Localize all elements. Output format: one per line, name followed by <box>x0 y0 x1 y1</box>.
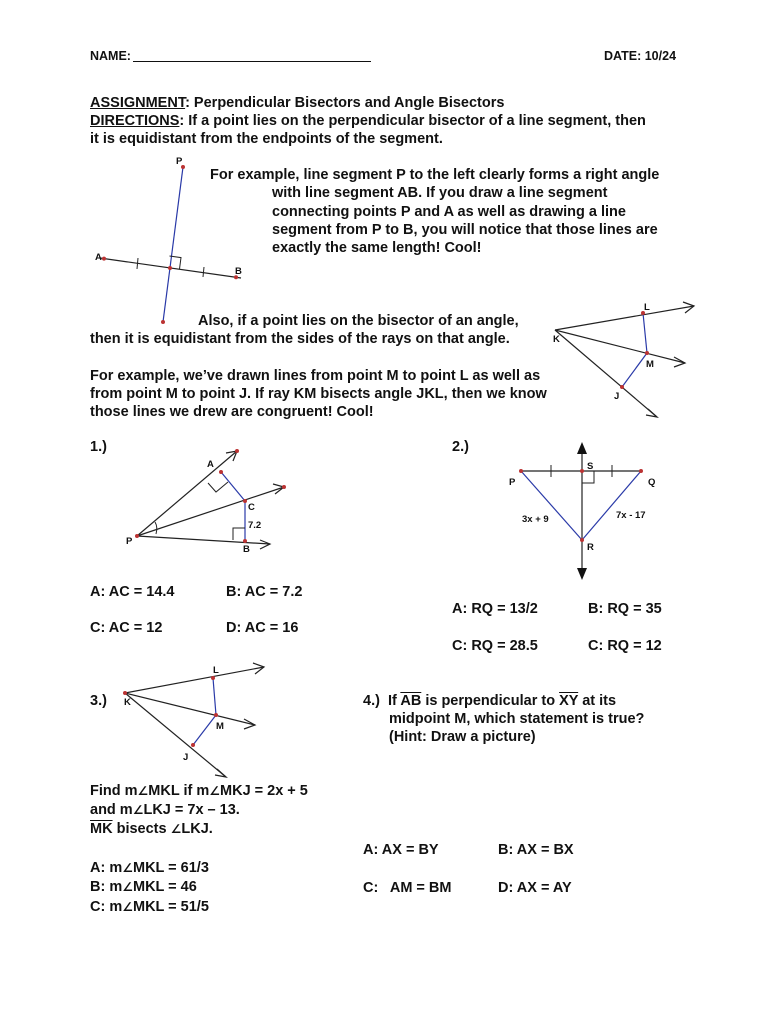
q1-choice-c[interactable]: C: AC = 12 <box>90 620 163 636</box>
q3-point-l: L <box>213 665 219 676</box>
q3-choice-a-pre: A: m <box>90 860 123 876</box>
directions-text-1: : If a point lies on the perpendicular bisector of a line segment, then <box>179 113 646 129</box>
q3-choice-b-post: MKL = 46 <box>133 879 197 895</box>
q3-choice-a[interactable] <box>90 859 209 877</box>
example2-line-2: then it is equidistant from the sides of the rays on that angle. <box>90 331 510 347</box>
q4-number: 4.) <box>363 693 380 709</box>
q3-find-pre: Find m <box>90 783 138 799</box>
example2-line-4: from point M to point J. If ray KM bisects angle JKL, then we know <box>90 386 547 402</box>
q4-segment-ab: $\overline{AB}$ <box>400 693 422 709</box>
q1-point-a: A <box>207 459 214 470</box>
q3-and-line <box>90 801 240 819</box>
q1-measure: 7.2 <box>248 520 262 531</box>
q3-point-j: J <box>183 752 189 763</box>
q4-choice-c[interactable]: C: AM = BM <box>363 880 452 896</box>
q1-choice-d[interactable]: D: AC = 16 <box>226 620 299 636</box>
q2-point-s: S <box>587 461 594 472</box>
example2-line-1: Also, if a point lies on the bisector of an angle, <box>198 313 519 329</box>
q1-choice-b[interactable]: B: AC = 7.2 <box>226 584 303 600</box>
q3-bisects-line <box>90 820 213 838</box>
example1-point-b: B <box>235 266 242 277</box>
q1-point-p: P <box>126 536 133 547</box>
q3-point-m: M <box>216 721 224 732</box>
q4-choice-b[interactable]: B: AX = BX <box>498 842 574 858</box>
q3-ray: $\overline{MK}$ <box>90 821 113 837</box>
q4-line-1 <box>363 692 616 710</box>
q3-choice-c-post: MKL = 51/5 <box>133 899 209 915</box>
angle-icon: ∠ <box>122 900 133 914</box>
q4-choice-d[interactable]: D: AX = AY <box>498 880 572 896</box>
q4-choice-a[interactable]: A: AX = BY <box>363 842 439 858</box>
q4-line1-pre: If <box>387 693 401 709</box>
angle-icon: ∠ <box>122 880 133 894</box>
q3-find-post: MKL if m <box>148 783 210 799</box>
example2-point-j: J <box>614 391 620 402</box>
directions-label: DIRECTIONS <box>90 113 180 129</box>
assignment-label: ASSIGNMENT <box>90 95 186 111</box>
q2-left-expr: 3x + 9 <box>522 514 549 525</box>
q3-choice-b-pre: B: m <box>90 879 123 895</box>
q3-and-post: LKJ = 7x – 13. <box>143 802 240 818</box>
q2-choice-c[interactable]: C: RQ = 28.5 <box>452 638 538 654</box>
q2-point-q: Q <box>648 477 656 488</box>
q2-point-p: P <box>509 477 516 488</box>
q2-number: 2.) <box>452 439 469 455</box>
q4-line-2: midpoint M, which statement is true? <box>389 711 645 727</box>
q3-bisects-post: LKJ. <box>181 821 213 837</box>
q3-number: 3.) <box>90 693 107 709</box>
q1-point-c: C <box>248 502 255 513</box>
q1-choice-a[interactable]: A: AC = 14.4 <box>90 584 175 600</box>
q2-point-r: R <box>587 542 594 553</box>
angle-icon: ∠ <box>170 822 182 836</box>
name-label: NAME: <box>90 49 131 63</box>
q3-choice-b[interactable] <box>90 878 197 896</box>
example2-point-m: M <box>646 359 654 370</box>
example1-line-1: For example, line segment P to the left clearly forms a right angle <box>210 167 660 183</box>
q2-choice-b[interactable]: B: RQ = 35 <box>588 601 662 617</box>
angle-icon: ∠ <box>132 803 144 817</box>
angle-icon: ∠ <box>137 784 149 798</box>
angle-icon: ∠ <box>209 784 221 798</box>
example2-point-k: K <box>553 334 560 345</box>
example1-line-2: with line segment AB. If you draw a line segment <box>272 185 608 201</box>
q2-choice-a[interactable]: A: RQ = 13/2 <box>452 601 538 617</box>
q2-choice-d[interactable]: C: RQ = 12 <box>588 638 662 654</box>
q1-number: 1.) <box>90 439 107 455</box>
example1-point-p: P <box>176 156 183 167</box>
q2-right-expr: 7x - 17 <box>616 510 646 521</box>
example1-line-4: segment from P to B, you will notice that those lines are <box>272 222 658 238</box>
example1-line-5: exactly the same length! Cool! <box>272 240 482 256</box>
example1-line-3: connecting points P and A as well as drawing a line <box>272 204 626 220</box>
directions-line-2: it is equidistant from the endpoints of the segment. <box>90 131 443 147</box>
q3-bisects-pre: bisects <box>112 821 171 837</box>
example1-point-a: A <box>95 252 102 263</box>
assignment-title: : Perpendicular Bisectors and Angle Bisectors <box>185 95 505 111</box>
q3-find-line <box>90 782 308 800</box>
example2-line-5: those lines we drew are congruent! Cool! <box>90 404 374 420</box>
q4-line1-post: at its <box>578 693 617 709</box>
angle-icon: ∠ <box>122 861 133 875</box>
q3-choice-a-post: MKL = 61/3 <box>133 860 209 876</box>
q3-and-pre: and m <box>90 802 133 818</box>
q3-choice-c-pre: C: m <box>90 899 123 915</box>
q4-segment-xy: $\overline{XY}$ <box>559 693 579 709</box>
example2-line-3: For example, we’ve drawn lines from point M to point L as well as <box>90 368 541 384</box>
date-label: DATE: 10/24 <box>604 49 677 63</box>
q4-line-3: (Hint: Draw a picture) <box>389 729 536 745</box>
q3-find-post2: MKJ = 2x + 5 <box>220 783 308 799</box>
q1-point-b: B <box>243 544 250 555</box>
q3-point-k: K <box>124 697 131 708</box>
example2-point-l: L <box>644 302 650 313</box>
q3-choice-c[interactable] <box>90 898 209 916</box>
q4-line1-mid: is perpendicular to <box>421 693 560 709</box>
